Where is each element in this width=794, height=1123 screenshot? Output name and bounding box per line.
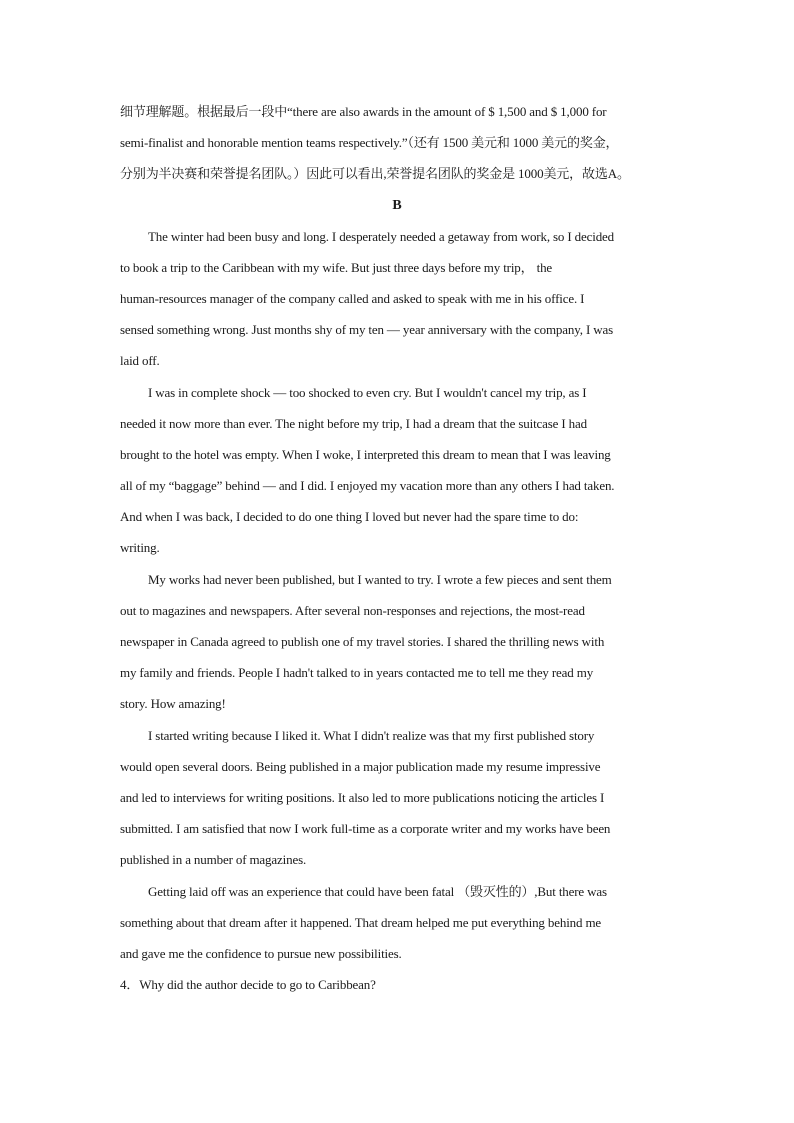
passage-line: story. How amazing! — [120, 696, 226, 711]
passage-line: and led to interviews for writing positions. It also led to more publications noticing the articles I — [120, 790, 605, 805]
explanation-line: 细节理解题。根据最后一段中“there are also awards in the amount of $ 1,500 and $ 1,000 for — [120, 104, 607, 119]
passage-line: writing. — [120, 540, 160, 555]
passage-line: The winter had been busy and long. I desperately needed a getaway from work, so I decided — [148, 229, 615, 244]
passage-line: I started writing because I liked it. What I didn't realize was that my first published story — [148, 728, 595, 743]
passage-line: and gave me the confidence to pursue new possibilities. — [120, 946, 402, 961]
passage-line: human-resources manager of the company called and asked to speak with me in his office. I — [120, 291, 585, 306]
passage-line: laid off. — [120, 353, 160, 368]
section-heading: B — [392, 198, 402, 213]
passage-line: sensed something wrong. Just months shy of my ten — year anniversary with the company, I was — [120, 322, 613, 337]
passage-line: something about that dream after it happened. That dream helped me put everything behind me — [120, 915, 602, 930]
passage-line: all of my “baggage” behind — and I did. I enjoyed my vacation more than any others I had taken. — [120, 478, 615, 493]
passage-line: And when I was back, I decided to do one thing I loved but never had the spare time to do: — [120, 509, 579, 524]
passage-line: My works had never been published, but I wanted to try. I wrote a few pieces and sent them — [148, 572, 612, 587]
passage-line: newspaper in Canada agreed to publish one of my travel stories. I shared the thrilling news with — [120, 634, 605, 649]
passage-line: would open several doors. Being published in a major publication made my resume impressive — [120, 759, 601, 774]
passage-line: submitted. I am satisfied that now I work full-time as a corporate writer and my works have been — [120, 821, 611, 836]
passage-line: brought to the hotel was empty. When I woke, I interpreted this dream to mean that I was leaving — [120, 447, 611, 462]
passage-line: my family and friends. People I hadn't talked to in years contacted me to tell me they read my — [120, 665, 594, 680]
passage-line: needed it now more than ever. The night before my trip, I had a dream that the suitcase I had — [120, 416, 588, 431]
question-text: 4．Why did the author decide to go to Caribbean? — [120, 977, 376, 992]
passage-line: out to magazines and newspapers. After several non-responses and rejections, the most-read — [120, 603, 585, 618]
passage-line: published in a number of magazines. — [120, 852, 307, 867]
passage-line: to book a trip to the Caribbean with my wife. But just three days before my trip， the — [120, 260, 553, 275]
passage-line: I was in complete shock — too shocked to even cry. But I wouldn't cancel my trip, as I — [148, 385, 587, 400]
explanation-line: semi-finalist and honorable mention teams respectively.”（还有 1500 美元和 1000 美元的奖金， — [120, 135, 619, 150]
explanation-line: 分别为半决赛和荣誉提名团队。）因此可以看出,荣誉提名团队的奖金是 1000美元，故选A。 — [120, 166, 630, 181]
passage-line: Getting laid off was an experience that could have been fatal （毁灭性的）,But there was — [148, 884, 607, 899]
